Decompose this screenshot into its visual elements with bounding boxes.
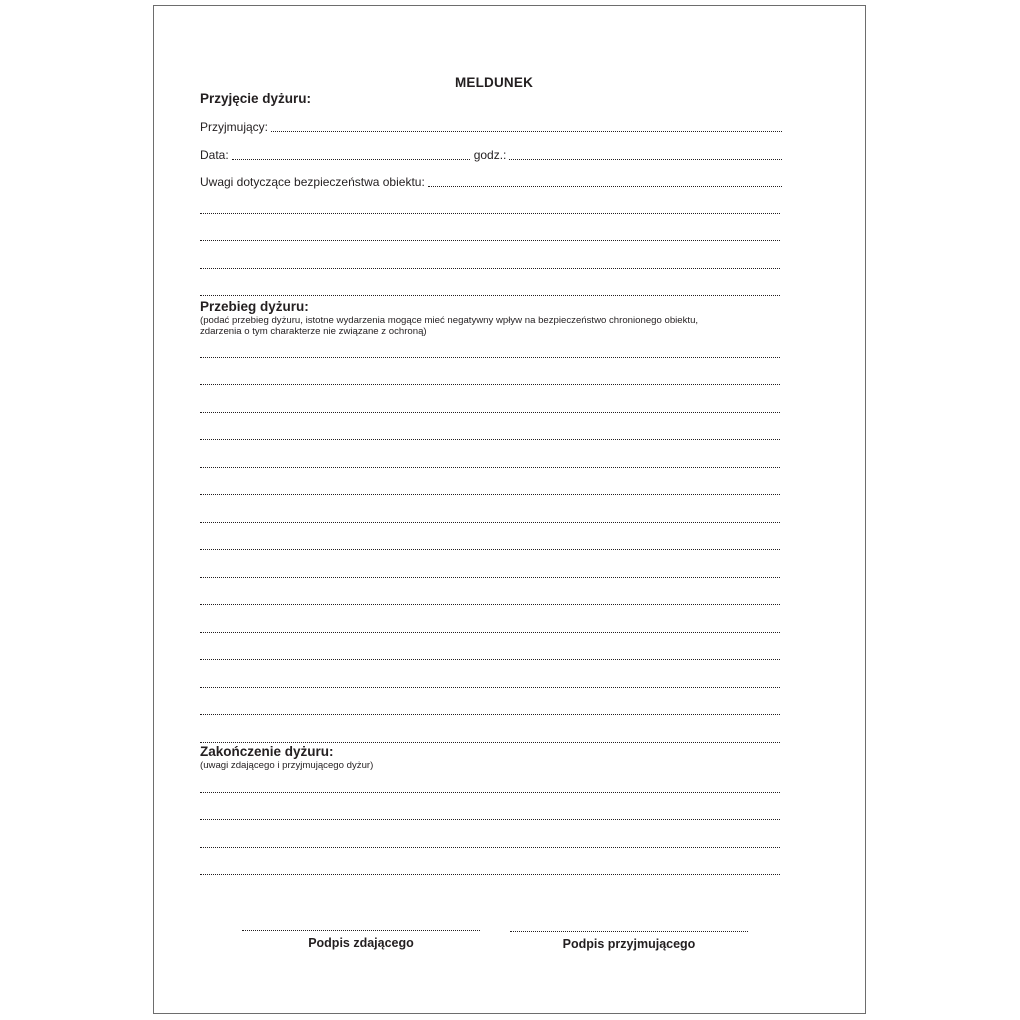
course-line[interactable] xyxy=(200,549,780,550)
course-line[interactable] xyxy=(200,632,780,633)
course-line[interactable] xyxy=(200,577,780,578)
receiving-signature-label: Podpis przyjmującego xyxy=(562,937,696,951)
course-line[interactable] xyxy=(200,357,780,358)
end-notes-line[interactable] xyxy=(200,792,780,793)
course-line[interactable] xyxy=(200,604,780,605)
receiver-field[interactable] xyxy=(200,118,782,134)
end-note: (uwagi zdającego i przyjmującego dyżur) xyxy=(200,760,374,771)
date-fill-line[interactable] xyxy=(232,158,470,160)
receiving-signature-line[interactable] xyxy=(510,931,748,932)
course-line[interactable] xyxy=(200,439,780,440)
course-line[interactable] xyxy=(200,659,780,660)
end-heading: Zakończenie dyżuru: xyxy=(200,744,334,759)
time-label: godz.: xyxy=(473,148,507,162)
course-line[interactable] xyxy=(200,522,780,523)
course-heading: Przebieg dyżuru: xyxy=(200,299,309,314)
end-notes-line[interactable] xyxy=(200,874,780,875)
receiver-fill-line[interactable] xyxy=(271,130,782,132)
course-line[interactable] xyxy=(200,714,780,715)
security-notes-line[interactable] xyxy=(200,213,780,214)
form-page xyxy=(153,5,866,1014)
course-line[interactable] xyxy=(200,384,780,385)
end-notes-line[interactable] xyxy=(200,847,780,848)
course-note-line2: zdarzenia o tym charakterze nie związane z ochroną) xyxy=(200,326,427,337)
course-line[interactable] xyxy=(200,494,780,495)
handing-over-signature-line[interactable] xyxy=(242,930,480,931)
receiver-label: Przyjmujący: xyxy=(200,120,269,134)
security-notes-line[interactable] xyxy=(200,268,780,269)
security-notes-line[interactable] xyxy=(200,295,780,296)
course-line[interactable] xyxy=(200,742,780,743)
security-notes-field[interactable] xyxy=(200,173,782,189)
course-note-line1: (podać przebieg dyżuru, istotne wydarzenia mogące mieć negatywny wpływ na bezpieczeństwo chronionego obiektu, xyxy=(200,315,699,326)
course-line[interactable] xyxy=(200,687,780,688)
security-notes-line[interactable] xyxy=(200,240,780,241)
end-notes-line[interactable] xyxy=(200,819,780,820)
date-time-field[interactable] xyxy=(200,146,782,162)
course-line[interactable] xyxy=(200,467,780,468)
handing-over-signature-label: Podpis zdającego xyxy=(308,936,414,950)
course-line[interactable] xyxy=(200,412,780,413)
security-notes-fill-line[interactable] xyxy=(428,185,782,187)
security-notes-label: Uwagi dotyczące bezpieczeństwa obiektu: xyxy=(200,175,425,189)
form-title: MELDUNEK xyxy=(454,75,534,90)
date-label: Data: xyxy=(200,148,229,162)
acceptance-heading: Przyjęcie dyżuru: xyxy=(200,91,312,106)
time-fill-line[interactable] xyxy=(509,158,782,160)
